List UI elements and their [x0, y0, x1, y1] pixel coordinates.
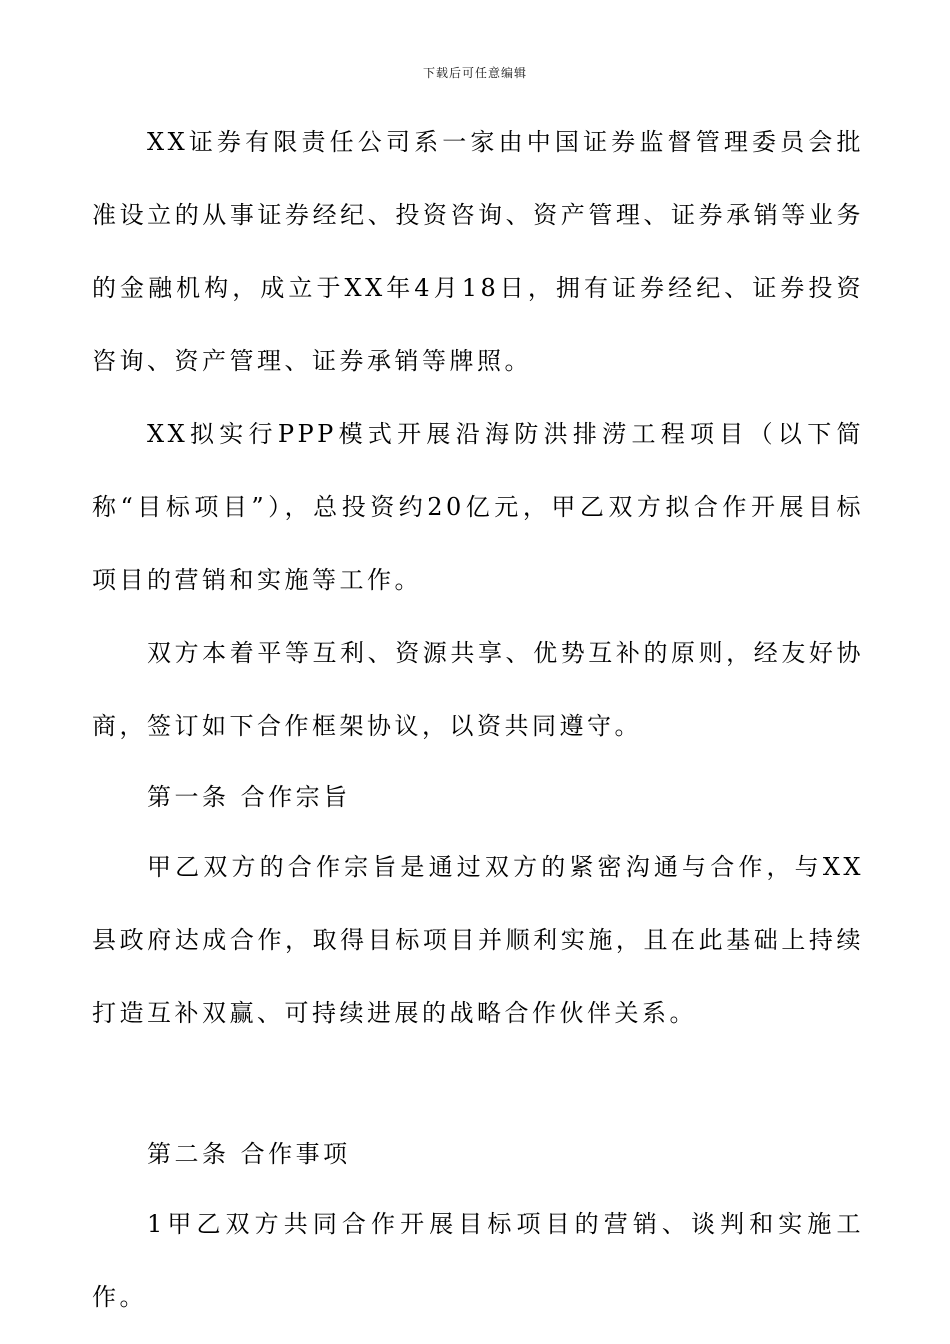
section-gap: [92, 1050, 864, 1120]
article-1-heading: 第一条 合作宗旨: [147, 783, 351, 811]
paragraph-company-intro: XX证券有限责任公司系一家由中国证券监督管理委员会批准设立的从事证券经纪、投资咨询、资产管理、证券承销等业务的金融机构，成立于XX年4月18日，拥有证券经纪、证券投资咨询、资产管理、证券承销等牌照。: [92, 128, 864, 375]
paragraph-cooperation-item-1: 1甲乙双方共同合作开展目标项目的营销、谈判和实施工作。: [92, 1210, 864, 1311]
paragraph-cooperation-purpose: 甲乙双方的合作宗旨是通过双方的紧密沟通与合作，与XX县政府达成合作，取得目标项目并顺利实施，且在此基础上持续打造互补双赢、可持续进展的战略合作伙伴关系。: [92, 853, 864, 1027]
article-2-heading: 第二条 合作事项: [147, 1140, 351, 1168]
document-body: [92, 106, 864, 1334]
paragraph-agreement-principle: 双方本着平等互利、资源共享、优势互补的原则，经友好协商，签订如下合作框架协议，以资共同遵守。: [92, 639, 864, 740]
header-note: 下载后可任意编辑: [422, 66, 527, 80]
paragraph-project-intro: XX拟实行PPP模式开展沿海防洪排涝工程项目（以下简称“目标项目”），总投资约20亿元，甲乙双方拟合作开展目标项目的营销和实施等工作。: [92, 420, 864, 594]
